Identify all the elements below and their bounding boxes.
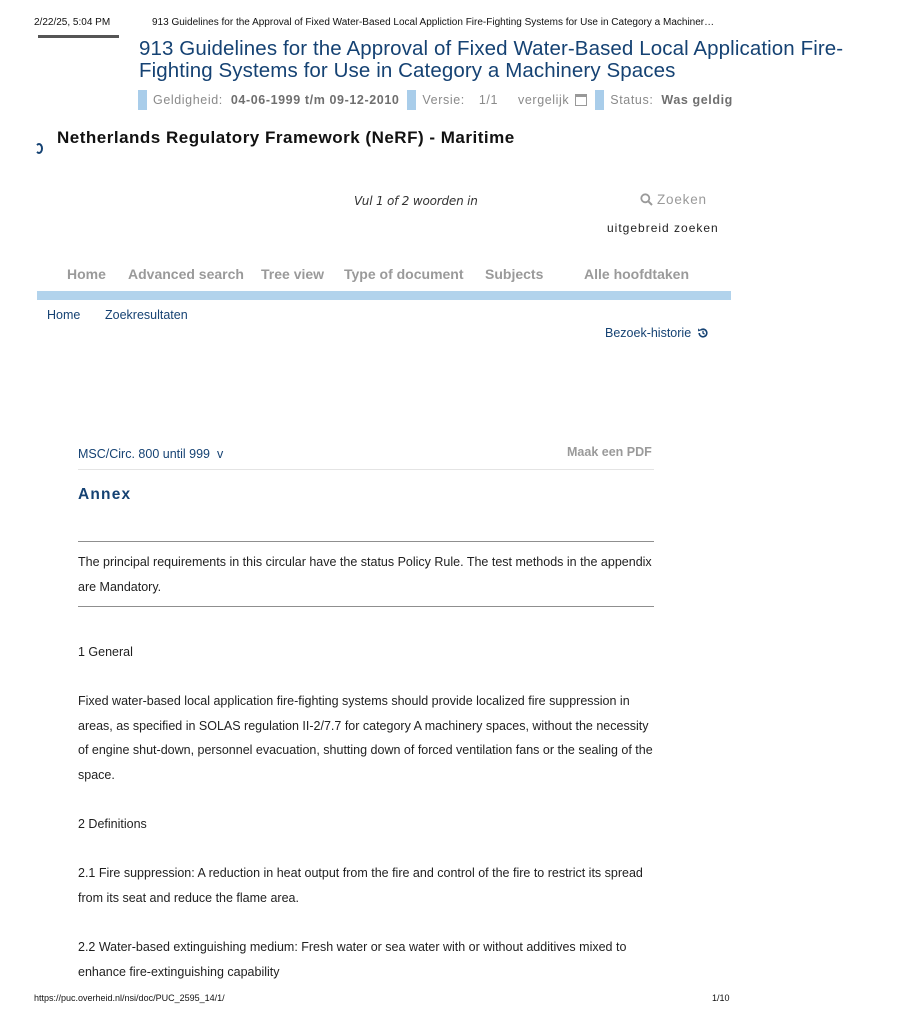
breadcrumb-home[interactable]: Home <box>47 308 81 322</box>
search-button-label: Zoeken <box>657 192 707 207</box>
section-2-title: 2 Definitions <box>78 817 147 831</box>
status-label: Status: <box>610 93 654 107</box>
search-button[interactable] <box>640 192 707 207</box>
status-value: Was geldig <box>661 93 733 107</box>
visit-history-label: Bezoek-historie <box>605 326 692 340</box>
chevron-down-icon: v <box>216 447 224 461</box>
calendar-icon[interactable] <box>575 94 587 106</box>
nav-item-alle-hoofdtaken[interactable]: Alle hoofdtaken <box>584 266 690 282</box>
divider <box>78 541 654 542</box>
site-title[interactable]: Netherlands Regulatory Framework (NeRF) - Maritime <box>57 128 515 147</box>
validity-label: Geldigheid: <box>153 93 223 107</box>
search-input[interactable]: Vul 1 of 2 woorden in <box>354 194 478 208</box>
history-icon <box>697 327 709 339</box>
definition-2-2: 2.2 Water-based extinguishing medium: Fresh water or sea water with or without additives mixed to enhance fire-extinguishing capability <box>78 940 627 979</box>
site-logo-icon[interactable] <box>35 143 43 154</box>
divider <box>78 469 654 470</box>
print-page-number: 1/10 <box>712 993 730 1003</box>
print-date: 2/22/25, 5:04 PM <box>34 17 111 28</box>
print-title: 913 Guidelines for the Approval of Fixed Water-Based Local Appliction Fire-Fighting Systems for Use in Category a Machiner… <box>152 17 715 28</box>
version-value: 1/1 <box>478 93 499 107</box>
document-title-line-2: Fighting Systems for Use in Category a Machinery Spaces <box>139 59 676 82</box>
divider <box>78 606 654 607</box>
nav-item-tree-view[interactable]: Tree view <box>261 266 325 282</box>
document-title-line-1: 913 Guidelines for the Approval of Fixed Water-Based Local Application Fire- <box>139 37 844 60</box>
make-pdf-button[interactable]: Maak een PDF <box>567 445 652 459</box>
search-icon <box>640 193 653 206</box>
print-url: https://puc.overheid.nl/nsi/doc/PUC_2595_14/1/ <box>34 993 225 1003</box>
meta-marker <box>138 90 147 110</box>
advanced-search-link[interactable]: uitgebreid zoeken <box>607 221 719 235</box>
nav-item-type-of-document[interactable]: Type of document <box>344 266 464 282</box>
status-note: The principal requirements in this circular have the status Policy Rule. The test methods in the appendix are Mandatory. <box>78 555 652 594</box>
nav-underline <box>37 291 731 300</box>
nav-item-home[interactable]: Home <box>67 266 106 282</box>
document-meta <box>138 90 778 112</box>
meta-marker <box>407 90 416 110</box>
visit-history-link[interactable] <box>605 326 709 340</box>
document-header <box>0 36 844 116</box>
nav-item-subjects[interactable]: Subjects <box>485 266 544 282</box>
toc-dropdown[interactable] <box>78 447 223 461</box>
toc-dropdown-label: MSC/Circ. 800 until 999 <box>78 447 211 461</box>
definition-2-1: 2.1 Fire suppression: A reduction in heat output from the fire and control of the fire to restrict its spread from its seat and reduce the flame area. <box>78 866 643 905</box>
compare-link[interactable]: vergelijk <box>518 93 570 107</box>
section-1-text: Fixed water-based local application fire-fighting systems should provide localized fire suppression in areas, as specified in SOLAS regulation II-2/7.7 for category A machinery spaces, without the necessity of engine shut-down, personnel evacuation, shutting down of forced ventilation fans or the sealing of the space. <box>78 694 653 782</box>
meta-marker <box>595 90 604 110</box>
validity-value: 04-06-1999 t/m 09-12-2010 <box>230 93 400 107</box>
document-title <box>139 38 899 82</box>
section-heading: Annex <box>78 486 132 503</box>
section-1-title: 1 General <box>78 645 133 659</box>
breadcrumb-zoekresultaten[interactable]: Zoekresultaten <box>105 308 188 322</box>
version-label: Versie: <box>422 93 465 107</box>
nav-item-advanced-search[interactable]: Advanced search <box>128 266 244 282</box>
